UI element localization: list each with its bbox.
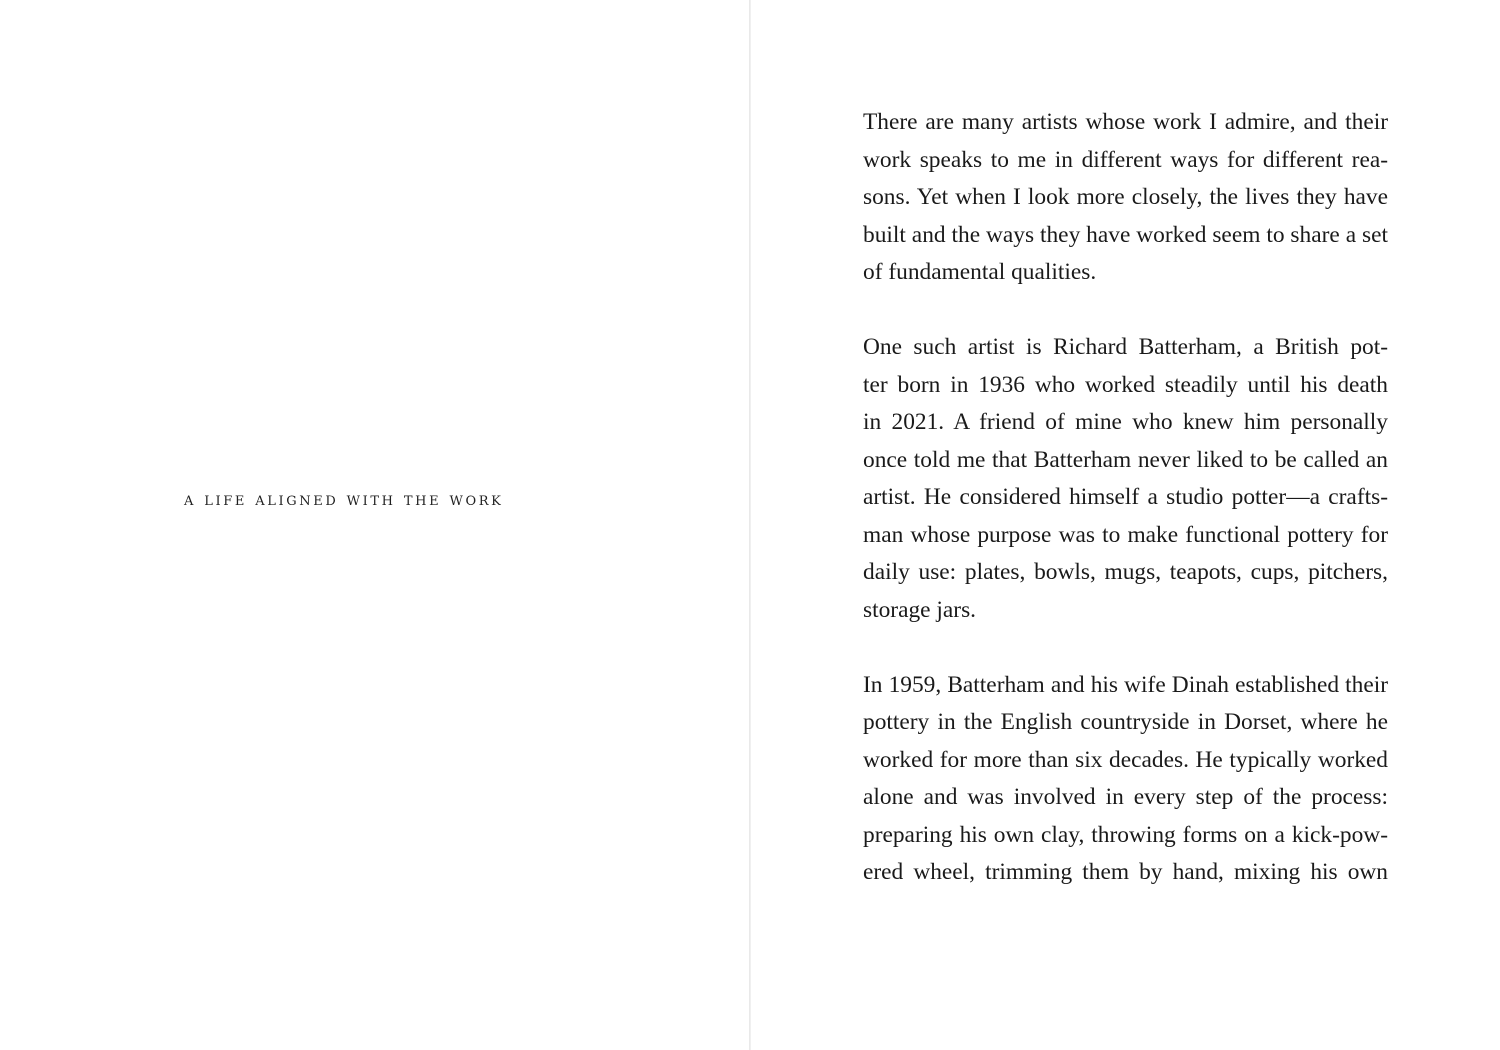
paragraph	[863, 667, 1388, 892]
text-line: storage jars.	[863, 596, 977, 623]
text-line: in 2021. A friend of mine who knew him personally	[863, 409, 1388, 435]
text-line: sons. Yet when I look more closely, the lives they have	[863, 184, 1388, 210]
text-line: One such artist is Richard Batterham, a British pot-	[863, 334, 1388, 360]
text-line: daily use: plates, bowls, mugs, teapots, cups, pitchers,	[863, 559, 1388, 585]
text-line: work speaks to me in different ways for different rea-	[863, 146, 1388, 173]
text-line: alone and was involved in every step of the process:	[863, 784, 1388, 810]
paragraph	[863, 104, 1388, 292]
text-line: ter born in 1936 who worked steadily until his death	[863, 371, 1388, 398]
text-line: There are many artists whose work I admire, and their	[863, 109, 1388, 135]
paragraph	[863, 329, 1388, 629]
text-line: preparing his own clay, throwing forms on a kick-pow-	[863, 821, 1388, 848]
text-line: artist. He considered himself a studio potter—a crafts-	[863, 484, 1388, 510]
body-text	[863, 104, 1388, 929]
text-line: worked for more than six decades. He typically worked	[863, 746, 1388, 773]
chapter-title: a life aligned with the work	[184, 489, 504, 510]
text-line: In 1959, Batterham and his wife Dinah established their	[863, 671, 1388, 698]
text-line: of fundamental qualities.	[863, 259, 1097, 285]
text-line: built and the ways they have worked seem to share a set	[863, 221, 1388, 248]
right-page	[751, 0, 1500, 1050]
text-line: ered wheel, trimming them by hand, mixing his own	[863, 859, 1388, 885]
text-line: pottery in the English countryside in Dorset, where he	[863, 709, 1388, 735]
text-line: man whose purpose was to make functional pottery for	[863, 521, 1388, 548]
text-line: once told me that Batterham never liked to be called an	[863, 446, 1388, 473]
